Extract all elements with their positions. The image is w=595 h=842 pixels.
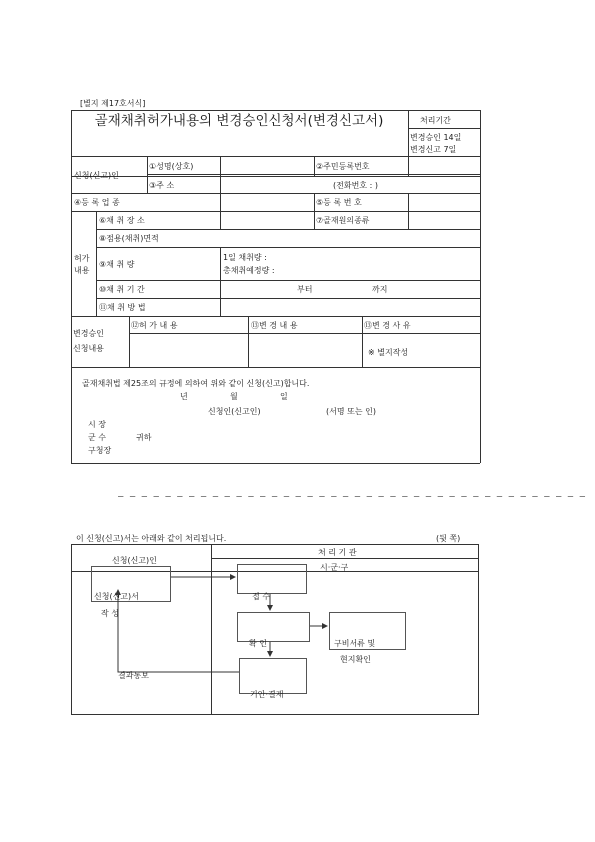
area-label: ⑧점용(채취)면적 xyxy=(99,234,159,243)
flow-agency-sub: 시·군·구 xyxy=(320,563,349,572)
address-label: ③주 소 xyxy=(149,181,175,190)
step-confirm-label: 확 인 xyxy=(249,639,267,648)
step-docs-label-1: 구비서류 및 xyxy=(334,639,376,648)
total-quantity-label: 총채취예정량 : xyxy=(223,266,275,275)
declaration-statement: 골재채취법 제25조의 규정에 의하여 위와 같이 신청(신고)합니다. xyxy=(82,379,310,388)
phone-label: (전화번호 : ) xyxy=(333,181,378,190)
permit-section-label-1: 허가 xyxy=(74,254,90,263)
honorific: 귀하 xyxy=(136,433,152,442)
step-write-label-2: 작 성 xyxy=(101,609,119,618)
daily-quantity-label: 1일 채취량 : xyxy=(223,253,267,262)
quantity-label: ⑨채 취 량 xyxy=(99,260,135,269)
back-side-label: (뒷 쪽) xyxy=(436,534,461,543)
step-draft-label: 기안·결재 xyxy=(250,690,284,699)
flow-applicant-header: 신청(신고)인 xyxy=(112,556,157,565)
report-period: 변경신고 7일 xyxy=(410,145,457,154)
change-content-label: ⑬변 경 내 용 xyxy=(251,321,298,330)
cut-line: — — — — — — — — — — — — — — — — — — — — — — — — — — — — — — — — — — — — — — — — xyxy=(118,492,586,502)
form-number: [별지 제17호서식] xyxy=(80,99,146,108)
approval-period: 변경승인 14일 xyxy=(410,133,462,142)
site-label: ⑥채 취 장 소 xyxy=(99,216,145,225)
date-year: 년 xyxy=(180,392,188,401)
permit-section-label-2: 내용 xyxy=(74,266,90,275)
date-month: 월 xyxy=(230,392,238,401)
form-title: 골재채취허가내용의 변경승인신청서(변경신고서) xyxy=(94,113,384,129)
addressee-district: 구청장 xyxy=(88,446,112,455)
step-docs-label-2: 현지확인 xyxy=(340,655,371,664)
registration-no-label: ⑤등 록 번 호 xyxy=(316,198,362,207)
step-notify-label: 결과통보 xyxy=(118,671,149,680)
signature-hint: (서명 또는 인) xyxy=(326,407,376,416)
date-day: 일 xyxy=(280,392,288,401)
period-to: 까지 xyxy=(372,285,388,294)
attachment-note: ※ 별지작성 xyxy=(368,348,409,357)
period-label: ⑩채 취 기 간 xyxy=(99,285,145,294)
change-section-label-2: 신청내용 xyxy=(73,344,104,353)
addressee-mayor: 시 장 xyxy=(88,420,106,429)
method-label: ⑪채 취 방 법 xyxy=(99,303,146,312)
applicant-section-label: 신청(신고)인 xyxy=(74,171,119,180)
step-receive-label: 접 수 xyxy=(252,592,270,601)
change-reason-label: ⑬변 경 사 유 xyxy=(364,321,411,330)
business-type-label: ④등 록 업 종 xyxy=(74,198,120,207)
signer-label: 신청인(신고인) xyxy=(208,407,261,416)
permit-content-label: ⑫허 가 내 용 xyxy=(131,321,178,330)
period-from: 부터 xyxy=(297,285,313,294)
processing-period-label: 처리기간 xyxy=(420,116,451,125)
step-write-label-1: 신청(신고)서 xyxy=(94,592,139,601)
addressee-county: 군 수 xyxy=(88,433,106,442)
flow-agency-header: 처 리 기 관 xyxy=(318,548,357,557)
flow-intro: 이 신청(신고)서는 아래와 같이 처리됩니다. xyxy=(76,534,227,543)
change-section-label-1: 변경승인 xyxy=(73,329,104,338)
name-label: ①성명(상호) xyxy=(149,162,194,171)
aggregate-type-label: ⑦골재원의종류 xyxy=(316,216,370,225)
resident-no-label: ②주민등록번호 xyxy=(316,162,370,171)
arrow-draft-to-notify xyxy=(118,590,239,672)
